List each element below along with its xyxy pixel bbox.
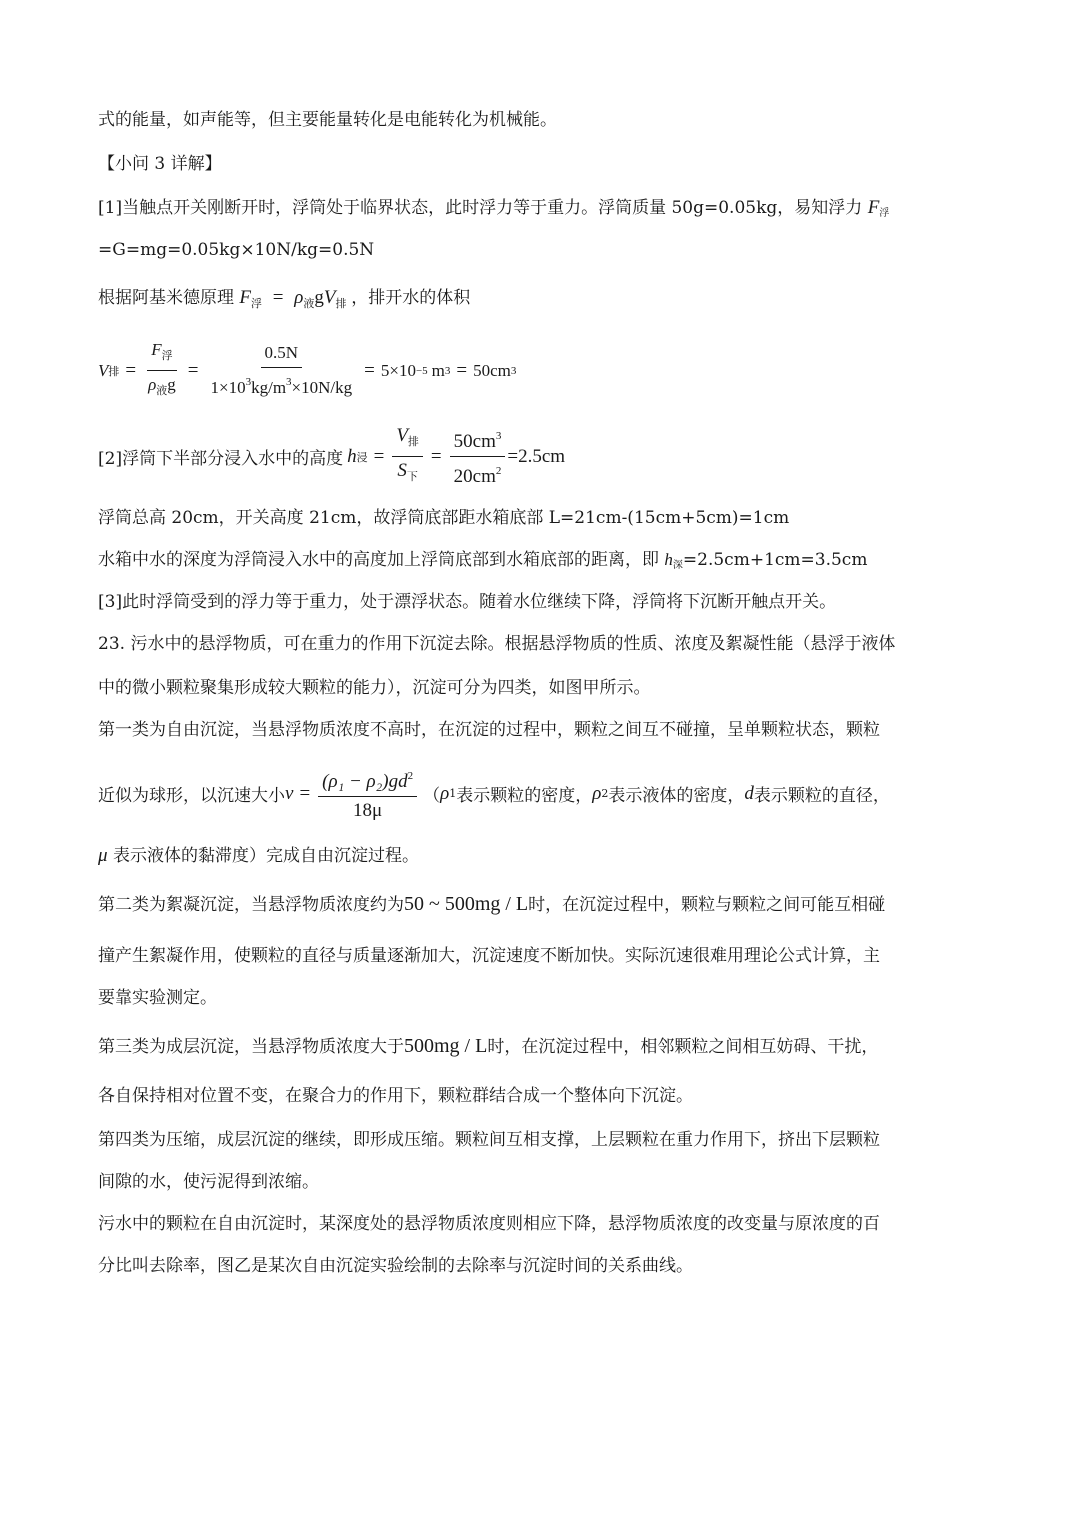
symbol: V: [396, 425, 408, 446]
text-line: 要靠实验测定。: [98, 988, 217, 1008]
text-line: 各自保持相对位置不变，在聚合力的作用下，颗粒群结合成一个整体向下沉淀。: [98, 1086, 693, 1106]
fraction: [392, 424, 423, 489]
text-span: 时，在沉淀过程中，颗粒与颗粒之间可能互相碰: [528, 895, 886, 915]
text-span: （: [423, 786, 441, 806]
numerator: (ρ₁ − ρ₂)gd: [322, 771, 408, 792]
symbol: ρ: [294, 287, 304, 308]
exponent: 3: [444, 364, 451, 377]
symbol-sub: 浸: [356, 451, 368, 464]
symbol-sub: 浮: [879, 208, 890, 219]
text-span: 根据阿基米德原理: [98, 288, 234, 308]
text-line: [98, 286, 470, 316]
equals-sign: =: [373, 445, 385, 467]
text-span: 表示颗粒的密度，: [456, 786, 593, 806]
formula: [343, 424, 565, 489]
symbol-sub: 1: [449, 787, 457, 800]
symbol: S: [397, 460, 407, 481]
text-line: 撞产生絮凝作用，使颗粒的直径与质量逐渐加大，沉淀速度不断加快。实际沉速很难用理论公式计算，主: [98, 946, 880, 966]
text-span: 第二类为絮凝沉淀，当悬浮物质浓度约为: [98, 895, 404, 915]
symbol-sub: 排: [335, 298, 347, 310]
symbol: ρ: [440, 782, 450, 804]
fraction: [144, 338, 180, 403]
denominator: 18μ: [353, 800, 383, 821]
symbol: v: [285, 782, 294, 804]
text-line: [98, 844, 419, 868]
symbol: ρ: [148, 375, 157, 394]
text-line: [3]此时浮筒受到的浮力等于重力，处于漂浮状态。随着水位继续下降，浮筒将下沉断开触点开关。: [98, 592, 837, 612]
symbol: V: [323, 287, 336, 308]
symbol: g: [167, 375, 176, 394]
fraction: [207, 341, 357, 400]
symbol-sub: 排: [407, 436, 419, 448]
settling-velocity-line: [98, 764, 890, 823]
text-line: 浮筒总高 20cm，开关高度 21cm，故浮筒底部距水箱底部 L=21cm-(15cm+5cm)=1cm: [98, 508, 790, 528]
exponent: 3: [495, 430, 502, 442]
denominator: 20cm: [453, 466, 496, 487]
denominator-part: kg/m: [251, 378, 287, 397]
symbol-sub: 液: [303, 298, 315, 310]
symbol-sub: 2: [601, 787, 609, 800]
text-line: [98, 548, 867, 578]
text-span: 表示颗粒的直径，: [753, 786, 890, 806]
denominator-part: ×10N/kg: [291, 378, 353, 397]
text-line: 污水中的颗粒在自由沉淀时，某深度处的悬浮物质浓度则相应下降，悬浮物质浓度的改变量与原浓度的百: [98, 1214, 880, 1234]
equals-sign: =: [430, 445, 442, 467]
text-line: 式的能量，如声能等，但主要能量转化是电能转化为机械能。: [98, 110, 557, 130]
section-heading: 【小问 3 详解】: [98, 154, 222, 174]
text-line: [98, 196, 889, 226]
text-span: ，排开水的体积: [351, 288, 471, 308]
exponent: −5: [415, 364, 428, 377]
numerator: 50cm: [453, 431, 496, 452]
symbol-mu: μ: [98, 845, 108, 866]
denominator-part: 1×10: [210, 378, 246, 397]
result: 5×10: [380, 360, 416, 380]
symbol-sub: 排: [108, 365, 120, 378]
equals-sign: =: [299, 782, 311, 804]
text-line: 中的微小颗粒聚集形成较大颗粒的能力），沉淀可分为四类，如图甲所示。: [98, 678, 651, 698]
symbol: V: [98, 360, 109, 380]
symbol-d: d: [744, 782, 754, 804]
text-line: 第四类为压缩，成层沉淀的继续，即形成压缩。颗粒间互相支撑，上层颗粒在重力作用下，挤出下层颗粒: [98, 1130, 880, 1150]
equals-sign: =: [364, 359, 375, 381]
exponent: 3: [245, 376, 252, 388]
symbol: ρ: [592, 782, 602, 804]
text-line: [98, 1034, 878, 1059]
text-span: 表示液体的黏滞度）完成自由沉淀过程。: [112, 846, 419, 866]
unit: m: [431, 360, 445, 380]
symbol: h: [347, 445, 357, 467]
exponent: 3: [286, 376, 292, 388]
velocity-formula: [285, 764, 419, 823]
exponent: 2: [495, 465, 502, 477]
symbol-F: F: [867, 197, 880, 218]
text-span: =2.5cm+1cm=3.5cm: [682, 550, 868, 570]
fraction: [450, 424, 506, 489]
symbol: F: [151, 340, 162, 359]
concentration-value: 500mg / L: [404, 1035, 488, 1057]
result: 50cm: [473, 360, 511, 380]
equals-sign: =: [456, 359, 468, 381]
question-text: 23. 污水中的悬浮物质，可在重力的作用下沉淀去除。根据悬浮物质的性质、浓度及絮凝性能（悬浮于液体: [98, 634, 896, 654]
symbol-sub: 浮: [251, 298, 263, 310]
text-line: 分比叫去除率，图乙是某次自由沉淀实验绘制的去除率与沉淀时间的关系曲线。: [98, 1256, 693, 1276]
text-span: 时，在沉淀过程中，相邻颗粒之间相互妨碍、干扰，: [487, 1037, 879, 1057]
equals-sign: =: [187, 359, 199, 381]
symbol-sub: 深: [672, 560, 683, 571]
symbol-sub: 浮: [161, 350, 173, 362]
fraction: [318, 764, 417, 823]
text-line: 第一类为自由沉淀，当悬浮物质浓度不高时，在沉淀的过程中，颗粒之间互不碰撞，呈单颗粒状态，颗粒: [98, 720, 880, 740]
equals-sign: =: [272, 287, 284, 308]
archimedes-formula: [239, 287, 351, 308]
numerator: 0.5N: [261, 341, 303, 368]
text-span: [2]浮筒下半部分浸入水中的高度: [98, 449, 344, 469]
text-span: 表示液体的密度，: [608, 786, 745, 806]
equals-sign: =: [125, 359, 137, 381]
text-line: =G=mg=0.05kg×10N/kg=0.5N: [98, 240, 375, 260]
symbol: g: [314, 287, 324, 308]
volume-equation: [98, 338, 516, 403]
text-line: [98, 892, 885, 917]
text-span: 近似为球形，以沉速大小: [98, 786, 285, 806]
result: =2.5cm: [507, 445, 566, 467]
text-span: 第三类为成层沉淀，当悬浮物质浓度大于: [98, 1037, 404, 1057]
exponent: 3: [510, 364, 517, 377]
concentration-range: 50 ~ 500mg / L: [404, 893, 529, 915]
exponent: 2: [407, 770, 414, 782]
text-line: 间隙的水，使污泥得到浓缩。: [98, 1172, 319, 1192]
symbol: F: [239, 287, 252, 308]
symbol-sub: 下: [406, 471, 418, 483]
text-span: 水箱中水的深度为浮筒浸入水中的高度加上浮筒底部到水箱底部的距离，即: [98, 550, 659, 570]
text-span: [1]当触点开关刚断开时，浮筒处于临界状态，此时浮力等于重力。浮筒质量 50g=0.05kg，易知浮力: [98, 198, 863, 218]
immersion-height-equation: [98, 424, 565, 489]
symbol-h: h: [664, 550, 673, 569]
symbol-sub: 液: [156, 385, 168, 397]
